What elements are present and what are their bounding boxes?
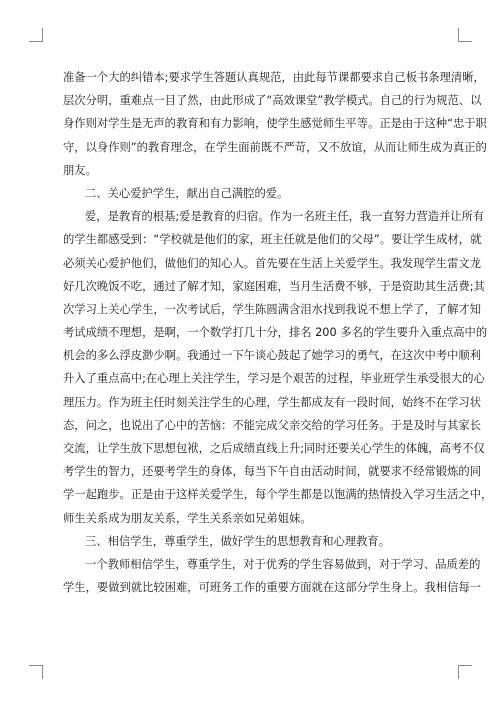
crop-mark-top-left	[29, 28, 43, 42]
text-line: 一个教师相信学生，尊重学生，对于优秀的学生容易做到，对于学习、品质差的	[85, 557, 481, 571]
text-line: 朋友。	[63, 163, 97, 177]
text-line: 师生关系成为朋友关系，学生关系亲如兄弟姐妹。	[63, 511, 312, 525]
text-line: 态，问之，也说出了心中的苦恼：不能完成父亲交给的学习任务。于是及时与其家长	[63, 418, 481, 432]
text-line: 好几次晚饭不吃，通过了解才知，家庭困难，当月生活费不够，于是资助其生活费;其	[63, 279, 485, 293]
text-line: 学一起跑步。正是由于这样关爱学生，每个学生都是以饱满的热情投入学习生活之中，	[63, 488, 493, 502]
text-line: 交流，让学生放下思想包袱，之后成绩直线上升;同时还要关心学生的体魄，高考不仅	[63, 442, 485, 455]
document-body	[63, 66, 493, 599]
text-line: 守，以身作则”的教育理念，在学生面前既不严苛，又不放谊，从而让师生成为真正的	[63, 140, 487, 154]
text-line: 身作则对学生是无声的教育和有力影响，使学生感觉师生平等。正是由于这种“忠于职	[63, 117, 487, 131]
text-line: 次学习上关心学生，一次考试后，学生陈圆满含泪水找到我说不想上学了，了解才知	[63, 302, 481, 316]
text-line: 必须关心爱护他们，做他们的知心人。首先要在生活上关爱学生。我发现学生雷文龙	[63, 256, 481, 270]
text-line: 理压力。作为班主任时刻关注学生的心理，学生都成友有一段时间，始终不在学习状	[63, 395, 481, 409]
text-line: 的学生都感受到：“学校就是他们的家，班主任就是他们的父母”。要让学生成材，就	[63, 233, 482, 247]
text-line: 层次分明，重难点一目了然，由此形成了“高效课堂”教学模式。自己的行为规范、以	[63, 94, 482, 108]
text-line: 三、相信学生，尊重学生，做好学生的思想教育和心理教育。	[85, 534, 391, 548]
text-line: 考试成绩不理想，是啊，一个数学打几十分，排名 200 多名的学生要升入重点高中的	[63, 326, 488, 340]
text-line: 机会的多么浮皮渺少啊。我通过一下午谈心鼓起了她学习的勇气，在这次中考中顺利	[63, 349, 481, 363]
text-line: 升入了重点高中;在心理上关注学生，学习是个艰苦的过程，毕业班学生承受很大的心	[63, 372, 485, 386]
text-line: 考学生的智力，还要考学生的身体，每当下午自由活动时间，就要求不经常锻炼的同	[63, 465, 481, 479]
crop-mark-top-right	[458, 28, 472, 42]
text-line: 二、关心爱护学生，献出自己满腔的爱。	[85, 186, 289, 200]
crop-mark-bottom-right	[458, 665, 472, 679]
text-line: 准备一个大的纠错本;要求学生答题认真规范，由此每节课都要求自己板书条理清晰，	[63, 71, 485, 84]
text-line: 爱，是教育的根基;爱是教育的归宿。作为一名班主任，我一直努力营造并让所有	[85, 210, 485, 224]
text-line: 学生，要做到就比较困难，可班务工作的重要方面就在这部分学生身上。我相信每一	[63, 581, 481, 595]
crop-mark-bottom-left	[29, 665, 43, 679]
